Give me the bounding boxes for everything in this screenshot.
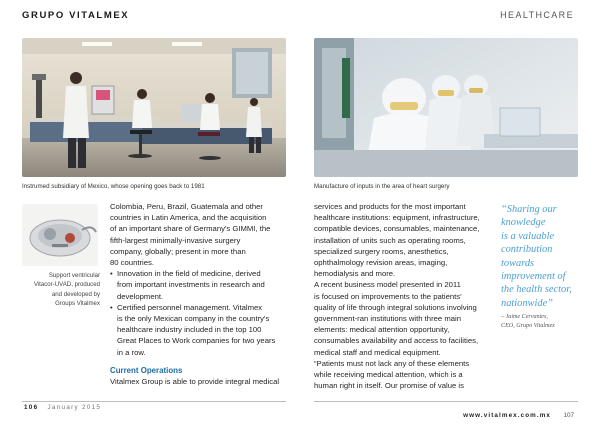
section-label: HEALTHCARE — [500, 10, 574, 20]
device-photo — [22, 204, 98, 266]
section-heading: Current Operations — [110, 365, 183, 375]
footer-rule-left — [22, 401, 286, 402]
intro-paragraph: Colombia, Peru, Brazil, Guatemala and other countries in Latin America, and the acquisition of an important share of Germany's GIMMI, the fifth-largest minimally-invasive surgery company, globally; present in more than 80 countries. — [110, 202, 271, 268]
device-caption: Support ventricular Vitacor-UVAD, produced and developed by Groups Vitalmex — [33, 272, 100, 307]
website-url: www.vitalmex.com.mx — [463, 412, 552, 419]
left-folio — [24, 404, 101, 411]
pull-quote: “Sharing our knowledge is a valuable contribution towards improvement of the health sector, nationwide” — [501, 204, 572, 309]
list-item: • Innovation in the field of medicine, derived from important investments in research and development. — [110, 268, 298, 302]
strengths-list — [110, 268, 298, 358]
footer-rule-right — [314, 401, 578, 402]
cleanroom-photo — [314, 38, 578, 177]
right-page-number: 107 — [563, 412, 574, 419]
lab-photo — [22, 38, 286, 177]
body-column-1 — [110, 201, 298, 387]
publication-logo: GRUPO VITALMEX — [22, 10, 130, 21]
right-folio — [463, 404, 574, 422]
issue-date: January 2015 — [47, 404, 102, 411]
left-page-number: 106 — [24, 404, 39, 411]
body-column-2: services and products for the most important healthcare institutions: equipment, infrastructure, compatible devices, consumables, maintenance, installation of units such as operating rooms, specialized surgery rooms, anesthetics, ophthalmology revision areas, imaging, hemodialysis and more. A recent business model presented in 2011 is focused on improvements to the patients' quality of life through integral solutions involving government-ran institutions with three main elements: medical attention opportunity, consumables availability and access to facilities, medical staff and medical equipment. “Patients must not lack any of these elements while receiving medical attention, which is a human right in itself. Our promise of value is — [314, 202, 480, 391]
lab-photo-caption: Instrumed subsidiary of Mexico, whose opening goes back to 1981 — [22, 183, 205, 190]
closing-line: Vitalmex Group is able to provide integral medical — [110, 377, 280, 387]
list-item: • Certified personnel management. Vitalmex is the only Mexican company in the country's healthcare industry included in the top 100 Great Places to Work companies for two years in a row. — [110, 302, 298, 358]
cleanroom-photo-caption: Manufacture of inputs in the area of heart surgery — [314, 183, 450, 190]
quote-attribution: – Jaime Cervantes, CEO, Grupo Vitalmex — [501, 314, 555, 329]
